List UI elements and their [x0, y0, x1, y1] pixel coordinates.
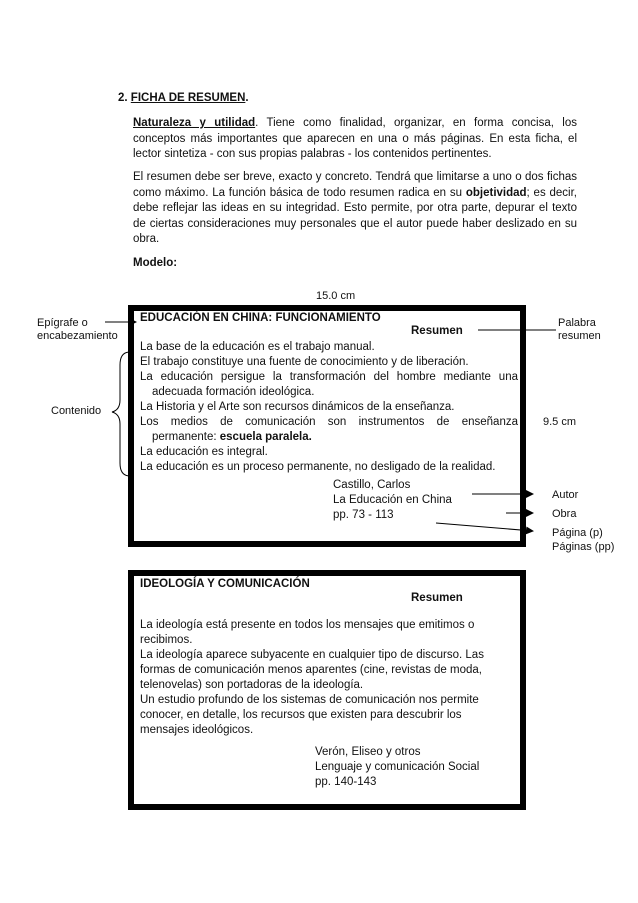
card2-line: Un estudio profundo de los sistemas de comunicación nos permite	[140, 694, 479, 706]
card1-line-permanent: permanente: escuela paralela.	[152, 431, 312, 443]
resumen-label: resumen	[558, 330, 601, 342]
card2-author: Verón, Eliseo y otros	[315, 746, 421, 758]
card2-summary-word: Resumen	[411, 592, 463, 604]
palabra-label: Palabra	[558, 317, 596, 329]
pagina-label: Página (p)	[552, 527, 603, 539]
paginas-label: Páginas (pp)	[552, 541, 615, 553]
card1-line: adecuada formación ideológica.	[152, 386, 315, 398]
modelo-label: Modelo:	[133, 257, 178, 269]
escuela-paralela: escuela paralela.	[219, 431, 312, 443]
card1-line: La educación persigue la transformación del hombre mediante una	[140, 371, 518, 383]
width-label: 15.0 cm	[316, 290, 356, 302]
card1-summary-word: Resumen	[411, 325, 463, 337]
encabezamiento-label: encabezamiento	[37, 330, 118, 342]
card2-line: La ideología está presente en todos los mensajes que emitimos o	[140, 619, 475, 631]
autor-label: Autor	[552, 489, 579, 501]
section-title: FICHA DE RESUMEN	[130, 92, 246, 104]
card2-line: formas de comunicación menos aparentes (cine, revistas de moda,	[140, 664, 482, 676]
height-label: 9.5 cm	[543, 416, 577, 428]
nature-lead: Naturaleza y utilidad	[133, 117, 256, 129]
section-heading: 2. FICHA DE RESUMEN.	[118, 92, 249, 104]
card2-line: recibimos.	[140, 634, 193, 646]
card1-line: La Historia y el Arte son recursos dinámicos de la enseñanza.	[140, 401, 455, 413]
card2-line: telenovelas) son portadoras de la ideología.	[140, 679, 364, 691]
intro-paragraph-2: El resumen debe ser breve, exacto y concreto. Tendrá que limitarse a uno o dos fichas como máximo. La función básica de todo resumen radica en su objetividad; es decir, debe reflejar las ideas en su integridad. Esto permite, por otra parte, depurar el texto de ciertas consideraciones muy personales que el autor puede haber deslizado en su obra.	[133, 171, 578, 245]
section-number: 2.	[118, 92, 128, 104]
card2-pages: pp. 140-143	[315, 776, 377, 788]
card2-line: La ideología aparece subyacente en cualquier tipo de discurso. Las	[140, 649, 484, 661]
card1-line: El trabajo constituye una fuente de conocimiento y de liberación.	[140, 356, 469, 368]
card2-title: IDEOLOGÍA Y COMUNICACIÓN	[140, 578, 310, 590]
card2-work: Lenguaje y comunicación Social	[315, 761, 480, 773]
p1-text: . Tiene como finalidad, organizar, en forma concisa, los conceptos más importantes que aparecen en una o más páginas. En esta ficha, el lector sintetiza - con sus propias palabras - los contenidos pertinentes.	[133, 117, 577, 160]
card1-line: La educación es integral.	[140, 446, 268, 458]
card1-author: Castillo, Carlos	[333, 479, 411, 491]
obra-label: Obra	[552, 508, 577, 520]
intro-paragraph-1	[133, 116, 577, 163]
objetividad-term: objetividad	[465, 186, 527, 199]
card2-line: conocer, en detalle, los recursos que existen para descubrir los	[140, 709, 462, 721]
card1-line: Los medios de comunicación son instrumentos de enseñanza	[140, 416, 518, 428]
epigrafe-label: Epígrafe o	[37, 317, 88, 329]
card1-work: La Educación en China	[333, 494, 452, 506]
card1-line: La base de la educación es el trabajo manual.	[140, 341, 375, 353]
card1-pages: pp. 73 - 113	[333, 509, 394, 521]
card2-line: mensajes ideológicos.	[140, 724, 254, 736]
contenido-label: Contenido	[51, 405, 102, 417]
card1-title: EDUCACIÓN EN CHINA: FUNCIONAMIENTO	[140, 312, 381, 324]
card1-line: La educación es un proceso permanente, no desligado de la realidad.	[140, 461, 496, 473]
